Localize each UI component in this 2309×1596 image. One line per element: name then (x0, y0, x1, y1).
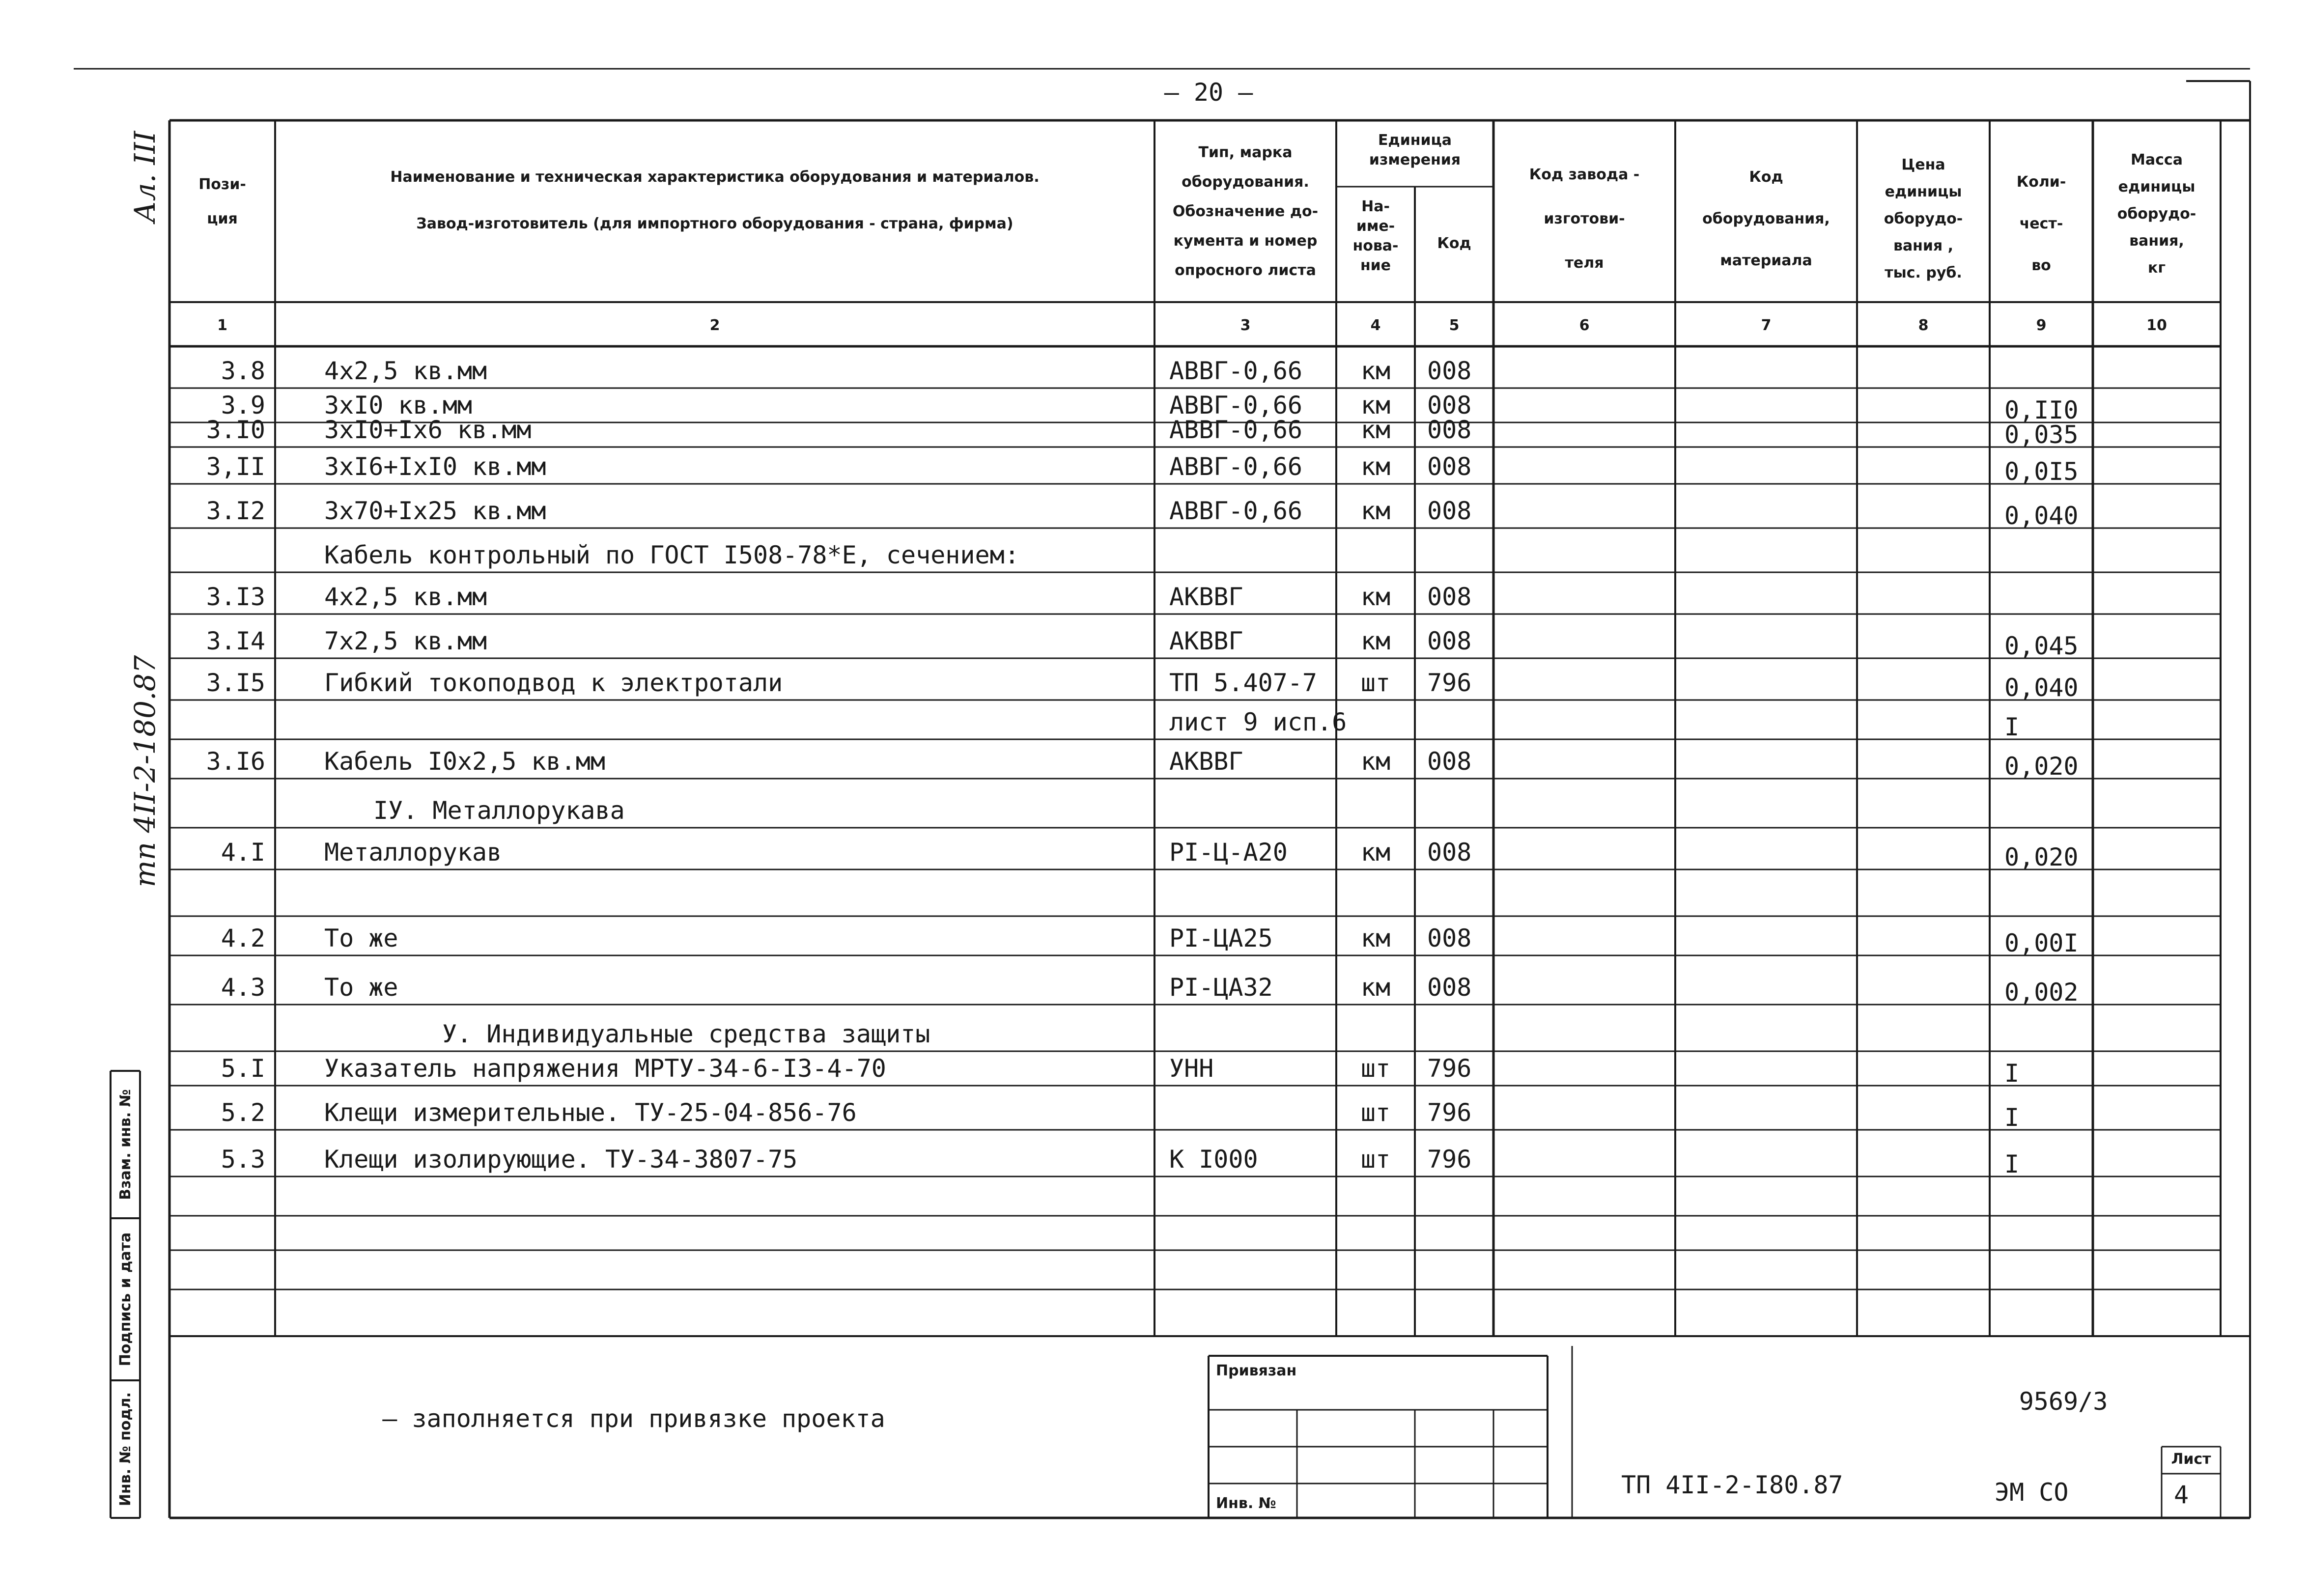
table-text (117, 78, 2211, 1512)
header-unit-name: ние (1360, 257, 1391, 274)
handwritten-album: Ал. III (128, 131, 162, 223)
column-number: 4 (1370, 317, 1381, 334)
row-code: 008 (1427, 924, 1472, 952)
row-name: Металлорукав (324, 838, 502, 867)
side-stamp-label: Подпись и дата (117, 1232, 134, 1367)
header-maker-code: изготови- (1544, 210, 1625, 227)
row-position: 3.I5 (206, 669, 265, 697)
header-price: единицы (1885, 183, 1962, 200)
row-unit: км (1360, 497, 1391, 525)
row-position: 5.2 (221, 1098, 265, 1127)
row-code: 796 (1427, 1054, 1472, 1083)
header-price: Цена (1901, 156, 1945, 173)
row-quantity: 0,00I (2004, 929, 2079, 957)
row-quantity: I (2004, 713, 2020, 741)
row-type: АВВГ-0,66 (1169, 391, 1302, 420)
column-number: 7 (1761, 317, 1772, 334)
row-position: 5.3 (221, 1145, 265, 1174)
row-type: АВВГ-0,66 (1169, 452, 1302, 481)
row-position: 3.I2 (206, 497, 265, 525)
header-mass: Масса (2131, 151, 2183, 168)
sheet-number: 4 (2174, 1481, 2189, 1509)
header-mass: оборудо- (2117, 205, 2196, 223)
column-number: 10 (2146, 317, 2167, 334)
doc-type: ЭМ СО (1995, 1478, 2069, 1507)
row-type: РI-Ц-А20 (1169, 838, 1288, 867)
header-type: Тип, марка (1198, 144, 1293, 161)
row-quantity: 0,II0 (2004, 396, 2079, 424)
row-unit: км (1360, 357, 1391, 385)
row-position: 3.I4 (206, 627, 265, 655)
row-name: Гибкий токоподвод к электротали (324, 669, 783, 697)
header-equipment-code: материала (1720, 252, 1812, 269)
header-type: опросного листа (1175, 262, 1316, 279)
column-number: 3 (1240, 317, 1251, 334)
row-unit: шт (1360, 1145, 1391, 1174)
header-type: оборудования. (1182, 173, 1309, 191)
row-quantity: I (2004, 1059, 2020, 1088)
row-type: УНН (1169, 1054, 1214, 1083)
row-name: Кабель контрольный по ГОСТ I508-78*Е, сечением: (324, 541, 1019, 569)
row-unit: шт (1360, 669, 1391, 697)
row-quantity: 0,020 (2004, 752, 2079, 781)
column-number: 2 (709, 317, 720, 334)
row-name: 4x2,5 кв.мм (324, 583, 487, 611)
row-quantity: 0,045 (2004, 632, 2079, 660)
header-unit-name: нова- (1352, 237, 1399, 254)
row-unit: км (1360, 627, 1391, 655)
header-mass: единицы (2118, 178, 2196, 196)
header-type: Обозначение до- (1172, 203, 1319, 220)
row-position: 3.9 (221, 391, 265, 420)
row-quantity: 0,002 (2004, 978, 2079, 1007)
row-name: То же (324, 924, 398, 952)
row-code: 008 (1427, 627, 1472, 655)
column-number: 8 (1918, 317, 1929, 334)
row-code: 008 (1427, 391, 1472, 420)
row-type: АКВВГ (1169, 583, 1243, 611)
row-quantity: 0,020 (2004, 843, 2079, 871)
row-code: 008 (1427, 838, 1472, 867)
row-position: 4.3 (221, 973, 265, 1002)
row-name: У. Индивидуальные средства защиты (442, 1020, 930, 1048)
row-unit: км (1360, 452, 1391, 481)
row-code: 008 (1427, 416, 1472, 444)
row-code: 008 (1427, 973, 1472, 1002)
row-code: 008 (1427, 497, 1472, 525)
row-unit: км (1360, 924, 1391, 952)
header-quantity: чест- (2019, 215, 2063, 232)
row-name: 4x2,5 кв.мм (324, 357, 487, 385)
row-quantity: I (2004, 1150, 2020, 1178)
header-mass: вания, (2129, 232, 2184, 250)
row-type: лист 9 исп.6 (1169, 708, 1347, 736)
header-unit-name: На- (1361, 198, 1390, 215)
header-equipment-code: оборудования, (1702, 210, 1830, 227)
row-position: 5.I (221, 1054, 265, 1083)
row-code: 008 (1427, 452, 1472, 481)
header-price: оборудо- (1884, 210, 1963, 227)
table-grid (74, 69, 2250, 1518)
row-name: Кабель I0x2,5 кв.мм (324, 747, 605, 776)
row-position: 3.I0 (206, 416, 265, 444)
row-unit: км (1360, 747, 1391, 776)
sheet-label: Лист (2171, 1451, 2211, 1468)
header-unit-code: Код (1437, 235, 1471, 252)
header-maker-code: теля (1565, 254, 1604, 272)
row-name: IУ. Металлорукава (373, 796, 625, 825)
row-position: 3.I6 (206, 747, 265, 776)
row-name: 7x2,5 кв.мм (324, 627, 487, 655)
header-quantity: во (2031, 257, 2051, 274)
header-unit-group: Единица (1378, 132, 1452, 149)
row-quantity: I (2004, 1103, 2020, 1132)
row-code: 008 (1427, 357, 1472, 385)
header-quantity: Коли- (2016, 173, 2066, 191)
row-type: К I000 (1169, 1145, 1258, 1174)
row-name: Указатель напряжения МРТУ-34-6-I3-4-70 (324, 1054, 886, 1083)
row-unit: шт (1360, 1098, 1391, 1127)
row-name: 3xI0 кв.мм (324, 391, 473, 420)
row-position: 3.I3 (206, 583, 265, 611)
stamp-privyazan: Привязан (1216, 1362, 1297, 1379)
row-unit: шт (1360, 1054, 1391, 1083)
row-quantity: 0,035 (2004, 420, 2079, 449)
header-unit-name: име- (1356, 218, 1395, 235)
row-code: 796 (1427, 1145, 1472, 1174)
column-number: 6 (1579, 317, 1590, 334)
row-name: 3x70+Ix25 кв.мм (324, 497, 546, 525)
column-number: 5 (1449, 317, 1460, 334)
doc-number: 9569/3 (2019, 1387, 2108, 1416)
row-type: РI-ЦА32 (1169, 973, 1273, 1002)
row-unit: км (1360, 416, 1391, 444)
row-type: АВВГ-0,66 (1169, 497, 1302, 525)
header-position: Пози- (198, 176, 246, 193)
row-name: То же (324, 973, 398, 1002)
footer-note: – заполняется при привязке проекта (382, 1404, 885, 1433)
row-code: 796 (1427, 669, 1472, 697)
row-unit: км (1360, 583, 1391, 611)
row-type: АВВГ-0,66 (1169, 416, 1302, 444)
stamp-inv-no: Инв. № (1216, 1495, 1276, 1512)
row-quantity: 0,040 (2004, 673, 2079, 702)
row-position: 4.I (221, 838, 265, 867)
header-name: Завод-изготовитель (для импортного оборудования - страна, фирма) (416, 215, 1014, 232)
row-name: 3xI6+IxI0 кв.мм (324, 452, 546, 481)
row-type: АКВВГ (1169, 627, 1243, 655)
row-quantity: 0,040 (2004, 502, 2079, 530)
row-unit: км (1360, 391, 1391, 420)
row-code: 008 (1427, 583, 1472, 611)
row-type: АКВВГ (1169, 747, 1243, 776)
row-type: АВВГ-0,66 (1169, 357, 1302, 385)
row-name: 3xI0+Ix6 кв.мм (324, 416, 532, 444)
row-unit: км (1360, 973, 1391, 1002)
column-number: 1 (217, 317, 227, 334)
side-stamp-label: Инв. № подл. (117, 1392, 134, 1507)
row-type: РI-ЦА25 (1169, 924, 1273, 952)
header-type: кумента и номер (1173, 232, 1318, 250)
row-position: 3,II (206, 452, 265, 481)
header-price: тыс. руб. (1885, 264, 1962, 281)
header-unit-group: измерения (1369, 151, 1461, 168)
page-number: – 20 – (1164, 78, 1253, 107)
row-unit: км (1360, 838, 1391, 867)
header-price: вания , (1893, 237, 1954, 254)
row-name: Клещи измерительные. ТУ-25-04-856-76 (324, 1098, 857, 1127)
header-name: Наименование и техническая характеристика оборудования и материалов. (390, 168, 1040, 186)
column-number: 9 (2036, 317, 2047, 334)
row-position: 4.2 (221, 924, 265, 952)
project-code: ТП 4II-2-I80.87 (1621, 1471, 1843, 1499)
header-maker-code: Код завода - (1529, 166, 1640, 183)
row-name: Клещи изолирующие. ТУ-34-3807-75 (324, 1145, 798, 1174)
row-type: ТП 5.407-7 (1169, 669, 1318, 697)
row-code: 796 (1427, 1098, 1472, 1127)
row-code: 008 (1427, 747, 1472, 776)
row-quantity: 0,0I5 (2004, 457, 2079, 486)
row-position: 3.8 (221, 357, 265, 385)
header-position: ция (207, 210, 238, 227)
side-stamp-label: Взам. инв. № (117, 1089, 134, 1200)
header-mass: кг (2147, 259, 2166, 277)
handwritten-project: тп 4II-2-180.87 (128, 655, 162, 888)
header-equipment-code: Код (1749, 168, 1783, 186)
